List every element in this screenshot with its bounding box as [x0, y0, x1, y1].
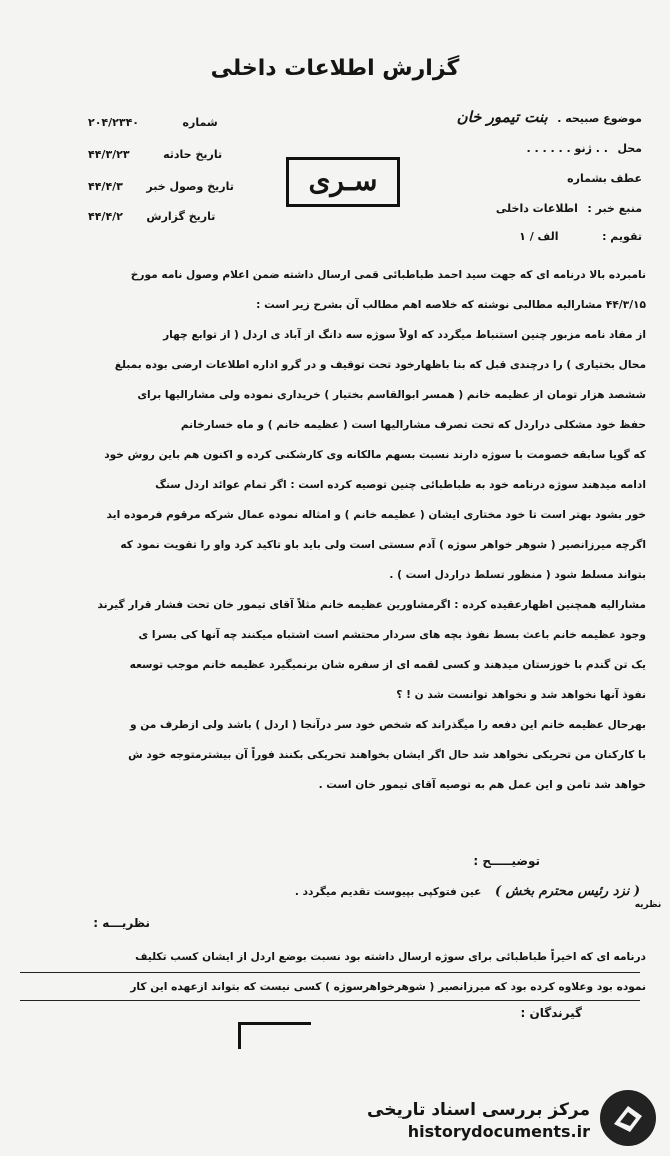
- report-date-value: ۴۴/۴/۲: [88, 210, 123, 223]
- body-line: نفوذ آنها نخواهد شد و نخواهد توانست شد ن ! ؟: [396, 689, 646, 701]
- margin-note: نظریه: [634, 900, 662, 910]
- source-label: منبع خبر :: [587, 202, 642, 215]
- opinion-line: نموده بود وعلاوه کرده بود که میرزانصیر ( شوهرخواهرسوژه ) کسی نیست که بتواند ازعهده این کار: [130, 981, 646, 993]
- body-line: حفظ خود مشکلی دراردل که تحت تصرف مشارالیها است ( عظیمه خانم ) و ماه خسارخانم: [180, 419, 646, 431]
- body-line: با کارکنان من تحریکی نخواهد شد حال اگر ایشان بخواهند تحریکی بکنند فوراً آن بیشترمتوجه خود ش: [128, 749, 646, 761]
- archive-logo-icon: [600, 1090, 656, 1146]
- receipt-date-value: ۴۴/۴/۳: [88, 180, 123, 193]
- number-value: ۲۰۴/۲۳۴۰: [88, 116, 140, 129]
- body-line: اگرچه میرزانصیر ( شوهر خواهر سوژه ) آدم سستی است ولی باید باو تاکید کرد واو را تقویت نمود که: [120, 539, 646, 551]
- source-row: [496, 202, 642, 215]
- recipients-label: گیرندگان :: [520, 1006, 582, 1020]
- body-line: ادامه میدهند سوژه درنامه خود به طباطبائی چنین توصیه کرده است : اگر تمام عوائد اردل سنگ: [155, 479, 646, 491]
- doc-number-row: [567, 172, 642, 185]
- rating-row: [519, 230, 642, 243]
- place-label: محل: [617, 142, 642, 155]
- opinion-line: درنامه ای که اخیراً طباطبائی برای سوژه ارسال داشته بود نسبت بوضع اردل از ایشان کسب تکلیف: [135, 951, 646, 963]
- event-date-value: ۴۴/۳/۲۳: [88, 148, 130, 161]
- receipt-date-row: [88, 180, 234, 193]
- number-label: شماره: [182, 116, 218, 129]
- body-line: خواهد شد تامن و این عمل هم به توصیه آقای تیمور خان است .: [318, 779, 646, 791]
- remarks-text: عین فتوکپی بپیوست تقدیم میگردد .: [294, 886, 482, 898]
- body-line: ۴۴/۳/۱۵ مشارالیه مطالبی نوشته که خلاصه اهم مطالب آن بشرح زیر است :: [256, 299, 646, 311]
- subject-row: [457, 108, 642, 126]
- body-line: بهرحال عظیمه خانم این دفعه را میگذراند که شخص خود سر درآنجا ( اردل ) باشد ولی ازطرف من و: [129, 719, 646, 731]
- number-row: [88, 116, 218, 129]
- body-line: نامبرده بالا درنامه ای که جهت سید احمد طباطبائی قمی ارسال داشته ضمن اعلام وصول نامه مورخ: [130, 269, 646, 281]
- place-value: . . ژنو . . . . . .: [526, 142, 608, 155]
- rating-label: تقویم :: [602, 230, 642, 243]
- remarks-handwriting: ( نزد رئیس محترم بخش ): [495, 884, 640, 899]
- remarks-label: توضیـــــح :: [473, 854, 540, 868]
- archive-website: historydocuments.ir: [407, 1122, 590, 1141]
- source-value: اطلاعات داخلی: [495, 202, 578, 215]
- report-body: [20, 260, 646, 800]
- secret-stamp: سـری: [286, 157, 400, 207]
- receipt-date-label: تاریخ وصول خبر: [146, 180, 234, 193]
- body-line: ششصد هزار تومان از عظیمه خانم ( همسر ابوالقاسم بختیار ) خریداری نموده ولی مشارالیها برای: [137, 389, 646, 401]
- body-line: بتواند مسلط شود ( منظور تسلط دراردل است ) .: [389, 569, 646, 581]
- event-date-label: تاریخ حادثه: [163, 148, 223, 161]
- report-date-label: تاریخ گزارش: [146, 210, 216, 223]
- body-line: یک تن گندم با خوزستان میدهند و کسی لقمه ای از سفره شان برنمیگیرد عظیمه خانم موجب توسعه: [129, 659, 646, 671]
- event-date-row: [88, 148, 222, 161]
- body-line: از مفاد نامه مزبور چنین استنباط میگردد که اولاً سوژه سه دانگ از آباد ی اردل ( از توابع چهار: [163, 329, 646, 341]
- body-line: مشارالیه همچنین اظهارعقیده کرده : اگرمشاورین عظیمه خانم مثلاً آقای تیمور خان تحت فشار قرار گیرند: [97, 599, 646, 611]
- page-title: گزارش اطلاعات داخلی: [210, 56, 460, 81]
- doc-number-label: عطف بشماره: [567, 172, 642, 185]
- underline-1: [20, 972, 640, 973]
- recipients-mark: [238, 1022, 311, 1049]
- body-line: خور بشود بهتر است تا خود مختاری ایشان ( عظیمه خانم ) و امثاله نموده عمال شرکه مرقوم فرموده اید: [106, 509, 646, 521]
- report-date-row: [88, 210, 215, 223]
- place-row: [527, 142, 643, 155]
- body-line: وجود عظیمه خانم باعث بسط نفوذ بچه های سردار محتشم است اشتباه میکنند چه آنها کی بسرا ی: [138, 629, 646, 641]
- rating-value: الف / ۱: [519, 230, 559, 243]
- body-line: محال بختیاری ) را درچندی قبل که بنا باظهارخود تحت توقیف و در گرو اداره اطلاعات ارضی بوده بمبلغ: [114, 359, 646, 371]
- body-line: که گویا سابقه خصومت با سوژه دارند نسبت بسهم مالکانه وی کارشکنی کرده و اکنون هم باین روش خود: [104, 449, 646, 461]
- underline-2: [20, 1000, 640, 1001]
- archive-name: مرکز بررسی اسناد تاریخی: [367, 1100, 590, 1120]
- opinion-label: نظریـــه :: [93, 916, 150, 930]
- subject-label: موضوع صبیحه .: [557, 112, 642, 125]
- subject-value: بنت تیمور خان: [456, 108, 548, 126]
- remarks-row: [295, 884, 640, 899]
